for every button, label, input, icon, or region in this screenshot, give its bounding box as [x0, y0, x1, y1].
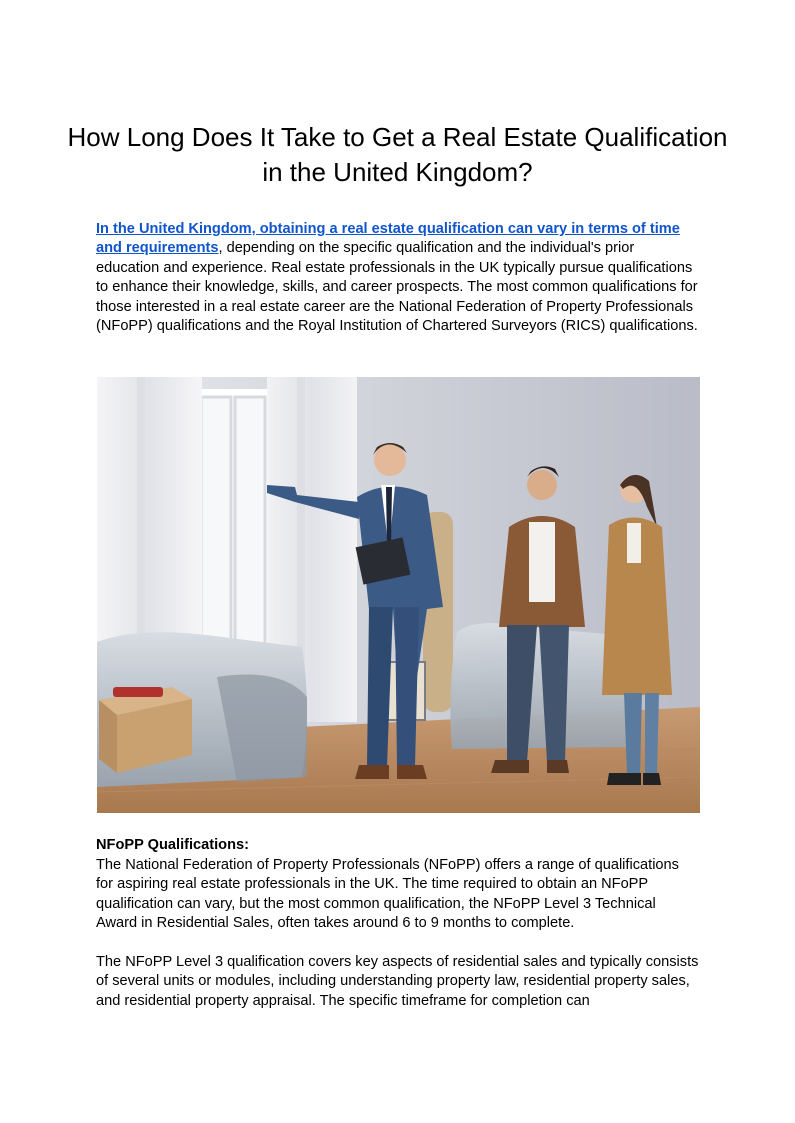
section-paragraph-1: The National Federation of Property Professionals (NFoPP) offers a range of qualifications for aspiring real estate professionals in the UK. The time required to obtain an NFoPP qualification can vary, but the most common qualification, the NFoPP Level 3 Technical Award in Residential Sales, often takes around 6 to 9 months to complete. [96, 857, 679, 932]
section-paragraph-2: The NFoPP Level 3 qualification covers key aspects of residential sales and typically consists of several units or modules, including understanding property law, residential property sales, and residential property appraisal. The specific timeframe for completion can [96, 954, 699, 1009]
intro-link[interactable]: In the United Kingdom, obtaining a real estate qualification can vary in terms of time and requirements [96, 221, 680, 257]
section-heading: NFoPP Qualifications: [96, 837, 249, 853]
page-title: How Long Does It Take to Get a Real Estate Qualification in the United Kingdom? [67, 122, 728, 187]
hero-photo-realtor-showing-apartment [97, 377, 700, 813]
intro-paragraph [96, 220, 700, 336]
intro-text: , depending on the specific qualification and the individual's prior education and experience. Real estate professionals in the UK typically pursue qualifications to enhance their knowledge, skills, and career prospects. The most common qualifications for those interested in a real estate career are the National Federation of Property Professionals (NFoPP) qualifications and the Royal Institution of Chartered Surveyors (RICS) qualifications. [96, 240, 698, 335]
